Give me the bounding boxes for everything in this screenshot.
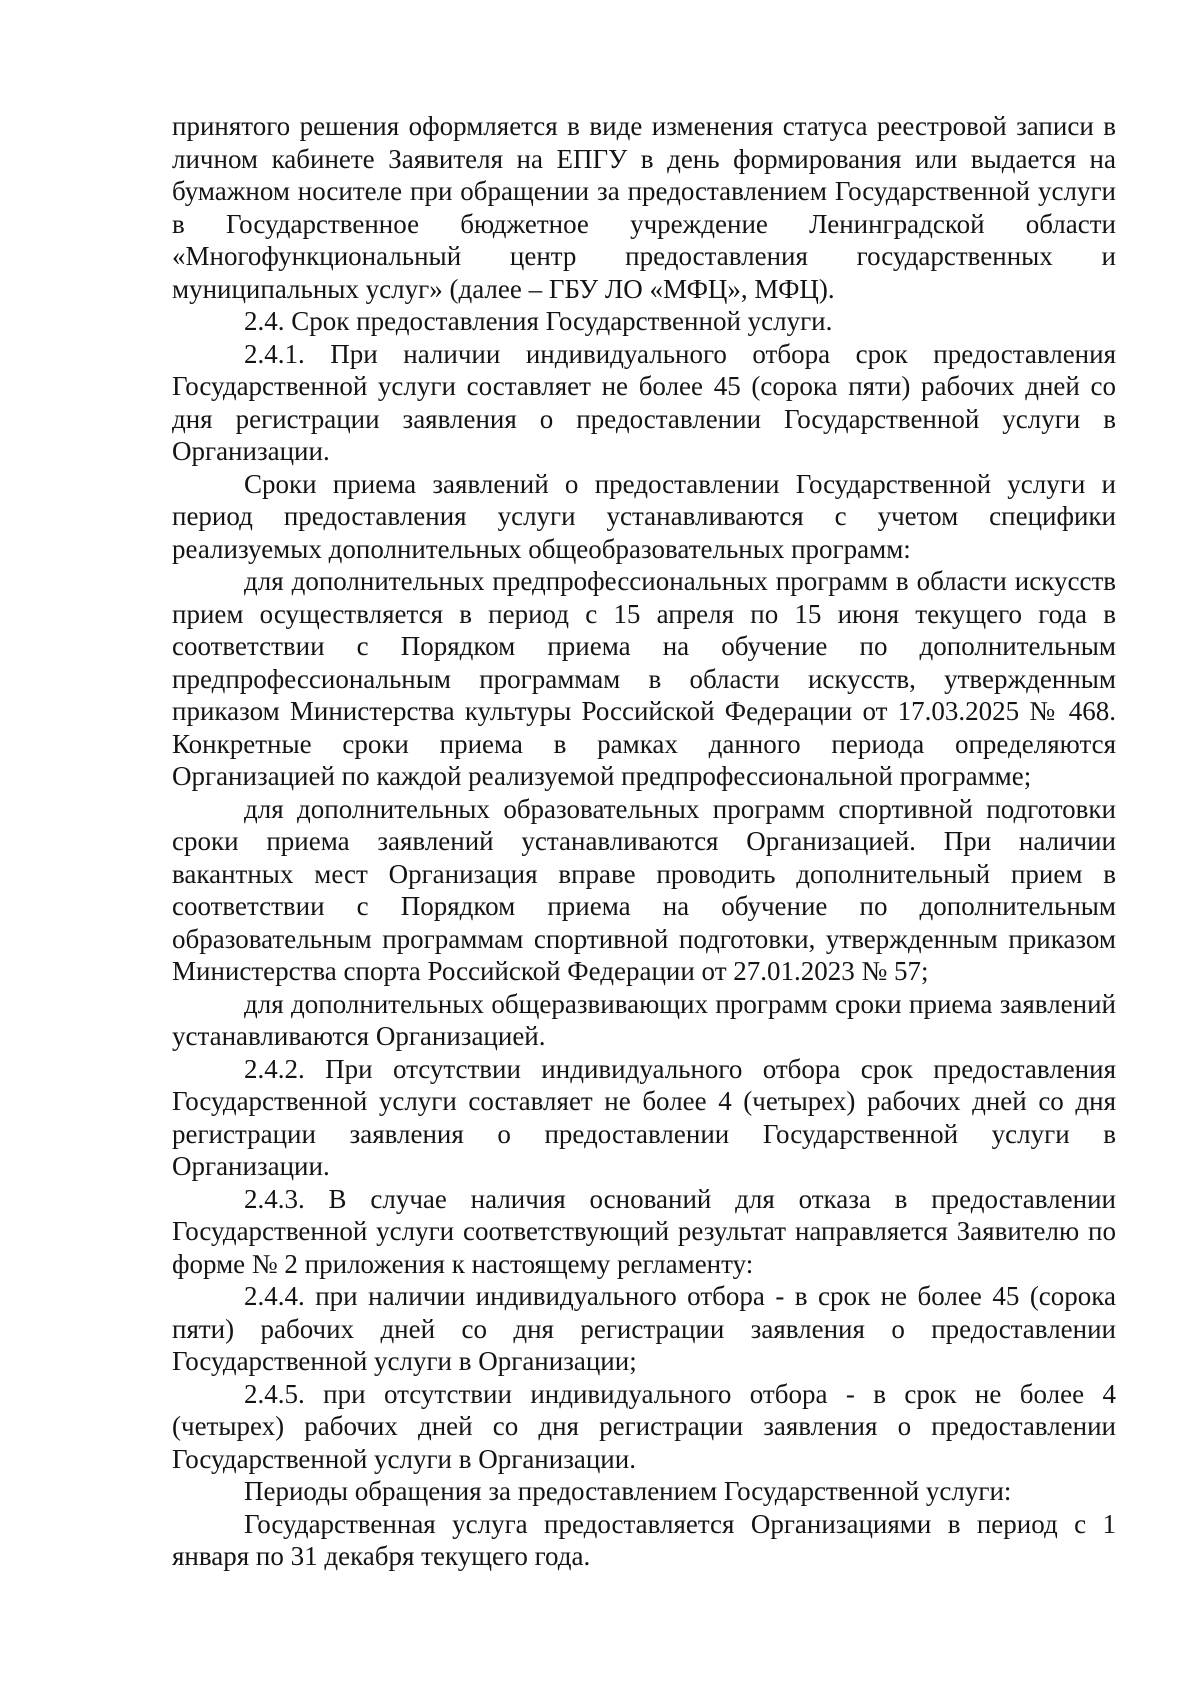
paragraph-service-period: Государственная услуга предоставляется Организациями в период с 1 января по 31 декабря текущего года.	[172, 1508, 1116, 1571]
paragraph-2-4-1: 2.4.1. При наличии индивидуального отбора срок предоставления Государственной услуги составляет не более 45 (сорока пяти) рабочих дней со дня регистрации заявления о предоставлении Государственной услуги в Организации.	[172, 338, 1116, 466]
paragraph-application-deadlines: Сроки приема заявлений о предоставлении Государственной услуги и период предоставления услуги устанавливаются с учетом специфики реализуемых дополнительных общеобразовательных программ:	[172, 468, 1116, 564]
paragraph-request-periods: Периоды обращения за предоставлением Государственной услуги:	[244, 1476, 1012, 1506]
paragraph-2-4-2: 2.4.2. При отсутствии индивидуального отбора срок предоставления Государственной услуги составляет не более 4 (четырех) рабочих дней со дня регистрации заявления о предоставлении Государственной услуги в Организации.	[172, 1053, 1116, 1181]
paragraph-2-4-3: 2.4.3. В случае наличия оснований для отказа в предоставлении Государственной услуги соответствующий результат направляется Заявителю по форме № 2 приложения к настоящему регламенту:	[172, 1183, 1116, 1279]
paragraph-general-programs: для дополнительных общеразвивающих программ сроки приема заявлений устанавливаются Организацией.	[172, 988, 1116, 1051]
section-2-4-heading: 2.4. Срок предоставления Государственной услуги.	[244, 306, 833, 336]
paragraph-2-4-4: 2.4.4. при наличии индивидуального отбора - в срок не более 45 (сорока пяти) рабочих дней со дня регистрации заявления о предоставлении Государственной услуги в Организации;	[172, 1281, 1116, 1376]
paragraph-sports-programs: для дополнительных образовательных программ спортивной подготовки сроки приема заявлений устанавливаются Организацией. При наличии вакантных мест Организация вправе проводить дополнительный прием в соответствии с Порядком приема на обучение по дополнительным образовательным программам спортивной подготовки, утвержденным приказом Министерства спорта Российской Федерации от 27.01.2023 № 57;	[172, 793, 1116, 986]
paragraph-2-4-5: 2.4.5. при отсутствии индивидуального отбора - в срок не более 4 (четырех) рабочих дней со дня регистрации заявления о предоставлении Государственной услуги в Организации.	[172, 1378, 1116, 1474]
paragraph-result-issuance: принятого решения оформляется в виде изменения статуса реестровой записи в личном кабинете Заявителя на ЕПГУ в день формирования или выдается на бумажном носителе при обращении за предоставлением Государственной услуги в Государственное бюджетное учреждение Ленинградской области «Многофункциональный центр предоставления государственных и муниципальных услуг» (далее – ГБУ ЛО «МФЦ», МФЦ).	[172, 111, 1116, 304]
paragraph-preprofessional-programs: для дополнительных предпрофессиональных программ в области искусств прием осуществляется в период с 15 апреля по 15 июня текущего года в соответствии с Порядком приема на обучение по дополнительным предпрофессиональным программам в области искусств, утвержденным приказом Министерства культуры Российской Федерации от 17.03.2025 № 468. Конкретные сроки приема в рамках данного периода определяются Организацией по каждой реализуемой предпрофессиональной программе;	[172, 566, 1116, 791]
document-page	[172, 110, 1116, 1573]
